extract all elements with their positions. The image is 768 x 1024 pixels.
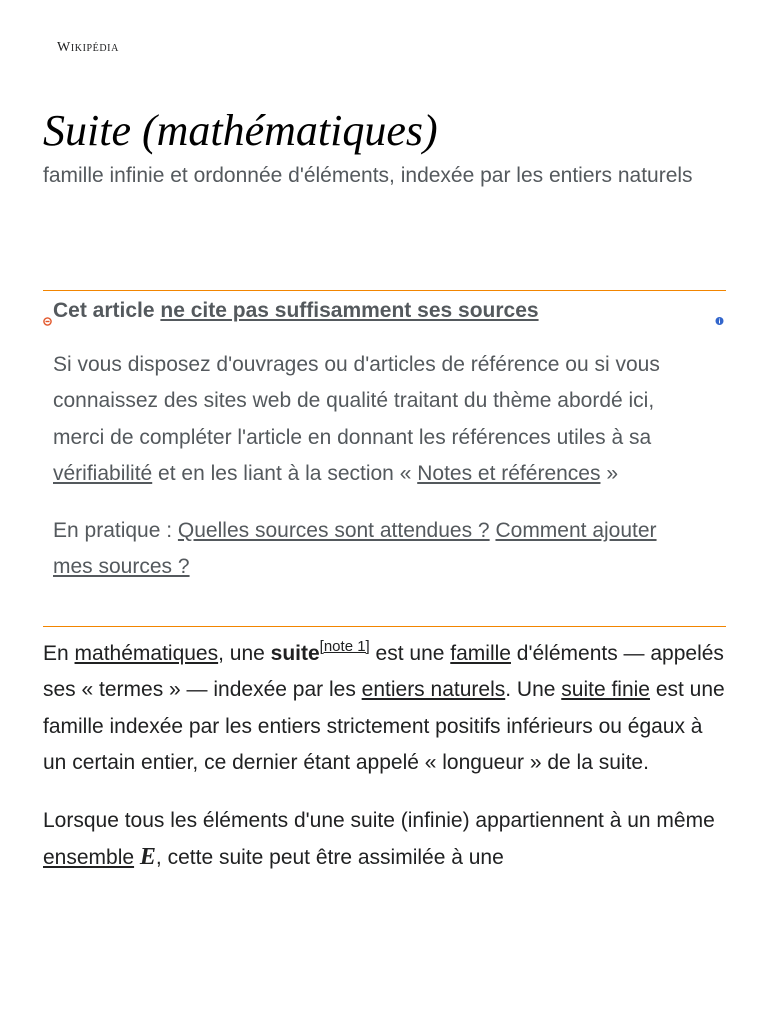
body-text: Lorsque tous les éléments d'une suite (infinie) appartiennent à un même bbox=[43, 809, 715, 833]
body-text: est une famille indexée par les entiers strictement positifs inférieurs ou égaux à un certain entier, ce dernier étant appelé « longueur » de la suite. bbox=[43, 678, 725, 774]
intro-paragraph bbox=[43, 636, 726, 781]
mathematiques-link[interactable]: mathématiques bbox=[74, 642, 219, 665]
notice-text: » bbox=[600, 462, 618, 486]
body-text: , une bbox=[218, 642, 271, 665]
math-symbol: E bbox=[139, 844, 156, 871]
add-sources-link[interactable]: Comment ajouter mes sources ? bbox=[53, 518, 657, 579]
notice-body bbox=[53, 347, 693, 605]
famille-link[interactable]: famille bbox=[450, 642, 511, 665]
page-subtitle: famille infinie et ordonnée d'éléments, indexée par les entiers naturels bbox=[43, 164, 693, 187]
warning-icon bbox=[43, 306, 52, 334]
body-text: En bbox=[43, 642, 75, 665]
note-1-link[interactable]: [note 1] bbox=[319, 638, 370, 655]
sources-notice-box bbox=[43, 290, 726, 627]
info-icon[interactable] bbox=[715, 306, 724, 334]
page-title: Suite (mathématiques) bbox=[43, 106, 438, 155]
notes-references-link[interactable]: Notes et références bbox=[417, 462, 601, 486]
ensemble-link[interactable]: ensemble bbox=[43, 846, 135, 870]
notice-title bbox=[53, 297, 539, 325]
body-text: est une bbox=[369, 642, 451, 665]
article-content bbox=[43, 636, 726, 899]
bold-term: suite bbox=[270, 642, 320, 665]
notice-title-link[interactable]: ne cite pas suffisamment ses sources bbox=[160, 299, 539, 322]
note-reference[interactable] bbox=[320, 638, 370, 655]
notice-text: Si vous disposez d'ouvrages ou d'articles de référence ou si vous connaissez des sites web de qualité traitant du thème abordé ici, merci de compléter l'article en donnant les références utiles à sa bbox=[53, 353, 660, 449]
wikipedia-wordmark[interactable]: Wikipédia bbox=[57, 40, 119, 55]
suite-finie-link[interactable]: suite finie bbox=[561, 678, 650, 702]
entiers-naturels-link[interactable]: entiers naturels bbox=[361, 678, 506, 702]
notice-title-prefix: Cet article bbox=[53, 299, 161, 322]
body-text: , cette suite peut être assimilée à une bbox=[155, 846, 504, 870]
second-paragraph bbox=[43, 803, 726, 877]
notice-practice-paragraph bbox=[53, 513, 693, 586]
notice-header[interactable] bbox=[43, 297, 726, 325]
verifiability-link[interactable]: vérifiabilité bbox=[53, 462, 153, 486]
practice-label: En pratique : bbox=[53, 518, 178, 542]
body-text: d'éléments — appelés ses « termes » — indexée par les bbox=[43, 642, 724, 702]
notice-body-paragraph bbox=[53, 347, 693, 493]
notice-text: et en les liant à la section « bbox=[152, 462, 418, 486]
body-text: . Une bbox=[505, 678, 562, 702]
expected-sources-link[interactable]: Quelles sources sont attendues ? bbox=[177, 518, 490, 542]
